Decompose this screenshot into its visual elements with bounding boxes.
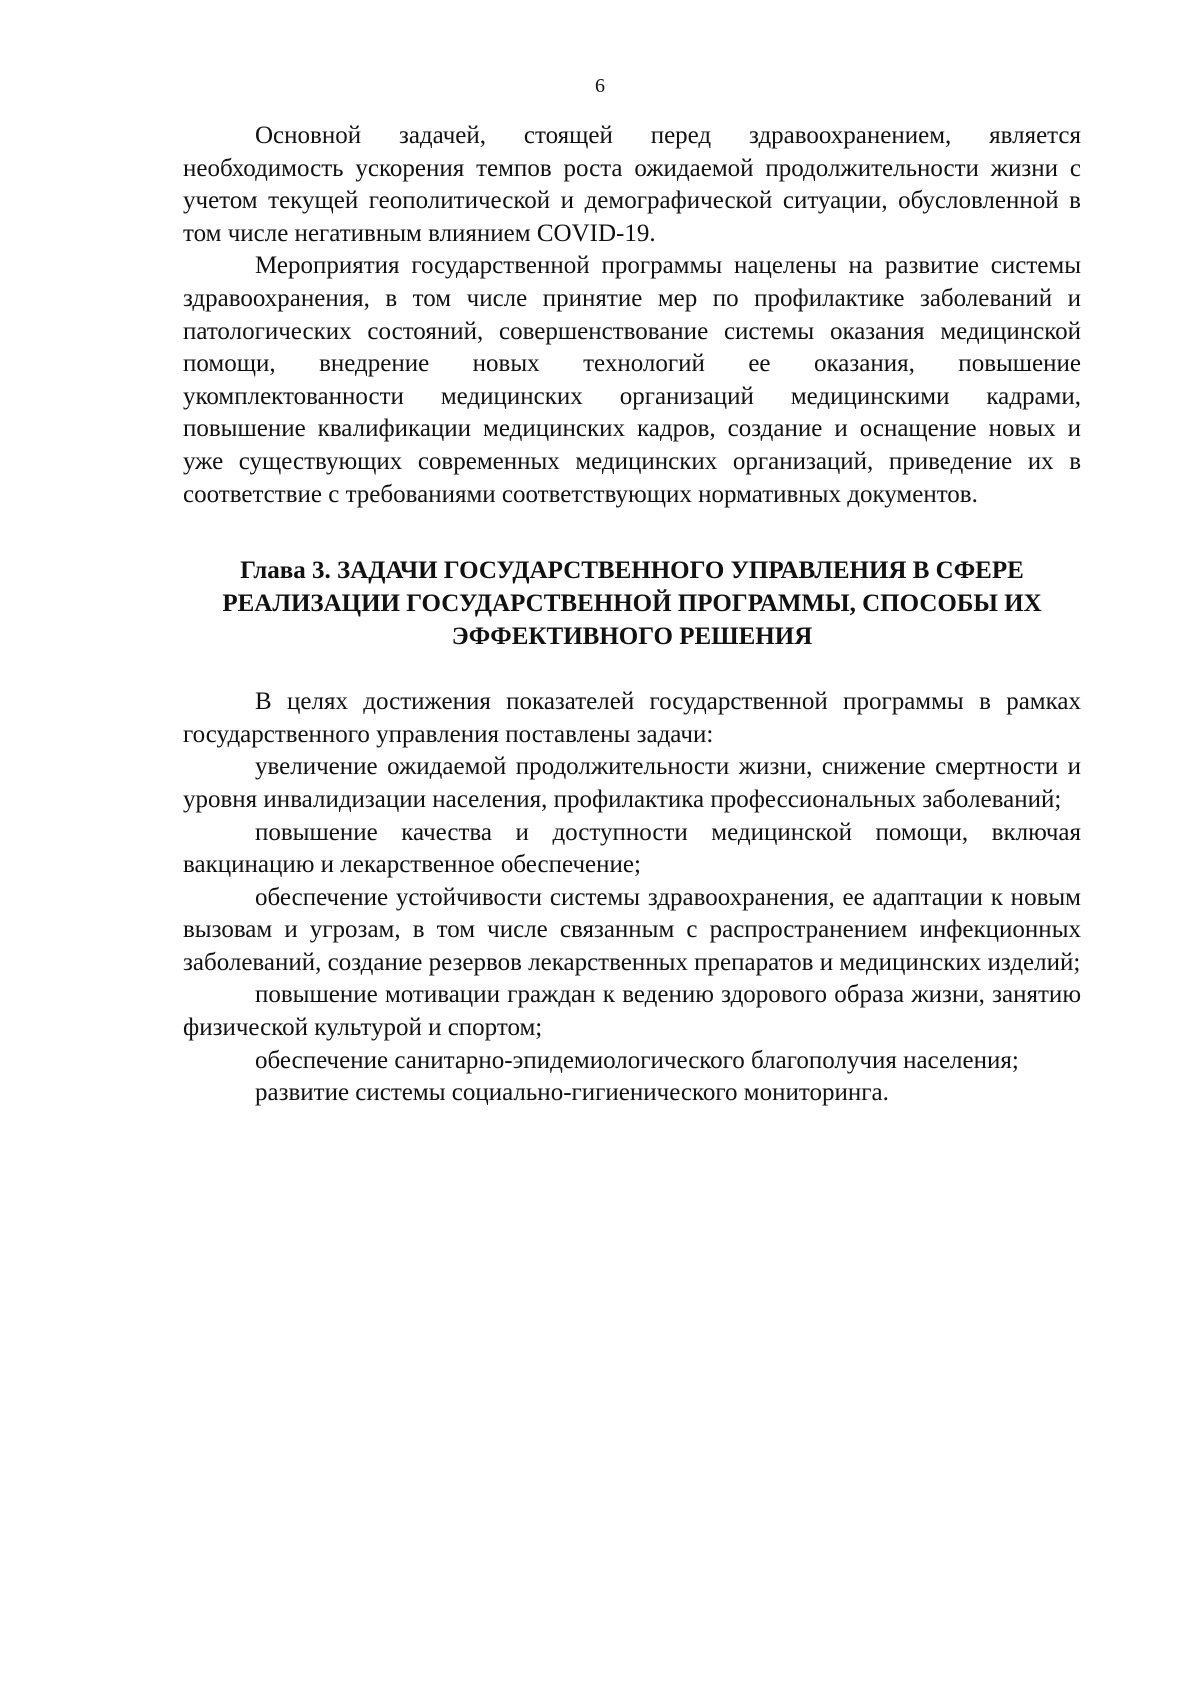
task-item-3: обеспечение устойчивости системы здравоохранения, ее адаптации к новым вызовам и угрозам, в том числе связанным с распространением инфекционных заболеваний, создание резервов лекарственных препаратов и медицинских изделий;: [183, 883, 1081, 976]
task-item-1: увеличение ожидаемой продолжительности жизни, снижение смертности и уровня инвалидизации населения, профилактика профессиональных заболеваний;: [183, 753, 1081, 813]
spacer: [183, 511, 1081, 554]
chapter-heading: [183, 554, 1081, 653]
chapter-heading-line-3: ЭФФЕКТИВНОГО РЕШЕНИЯ: [451, 623, 813, 651]
task-item-2: повышение качества и доступности медицинской помощи, включая вакцинацию и лекарственное обеспечение;: [183, 818, 1081, 879]
task-item-6: развитие системы социально-гигиенического мониторинга.: [255, 1079, 889, 1107]
chapter-heading-line-2: РЕАЛИЗАЦИИ ГОСУДАРСТВЕННОЙ ПРОГРАММЫ, СПОСОБЫ ИХ: [222, 590, 1042, 618]
page-number: 6: [595, 75, 605, 97]
task-item-4: повышение мотивации граждан к ведению здорового образа жизни, занятию физической культурой и спортом;: [183, 981, 1081, 1042]
paragraph-program-measures: Мероприятия государственной программы нацелены на развитие системы здравоохранения, в том числе принятие мер по профилактике заболеваний и патологических состояний, совершенствование системы оказания медицинской помощи, внедрение новых технологий ее оказания, повышение укомплектованности медицинских организаций медицинскими кадрами, повышение квалификации медицинских кадров, создание и оснащение новых и уже существующих современных медицинских организаций, приведение их в соответствие с требованиями соответствующих нормативных документов.: [183, 252, 1081, 508]
chapter-heading-line-1: Глава 3. ЗАДАЧИ ГОСУДАРСТВЕННОГО УПРАВЛЕНИЯ В СФЕРЕ: [240, 557, 1024, 585]
task-item-5: обеспечение санитарно-эпидемиологического благополучия населения;: [255, 1046, 1019, 1074]
document-body: [183, 120, 1081, 1110]
paragraph-main-task: Основной задачей, стоящей перед здравоохранением, является необходимость ускорения темпов роста ожидаемой продолжительности жизни с учетом текущей геополитической и демографической ситуации, обусловленной в том числе негативным влиянием COVID-19.: [183, 122, 1081, 247]
spacer: [183, 653, 1081, 686]
paragraph-tasks-intro: В целях достижения показателей государственной программы в рамках государственного управления поставлены задачи:: [183, 688, 1081, 748]
